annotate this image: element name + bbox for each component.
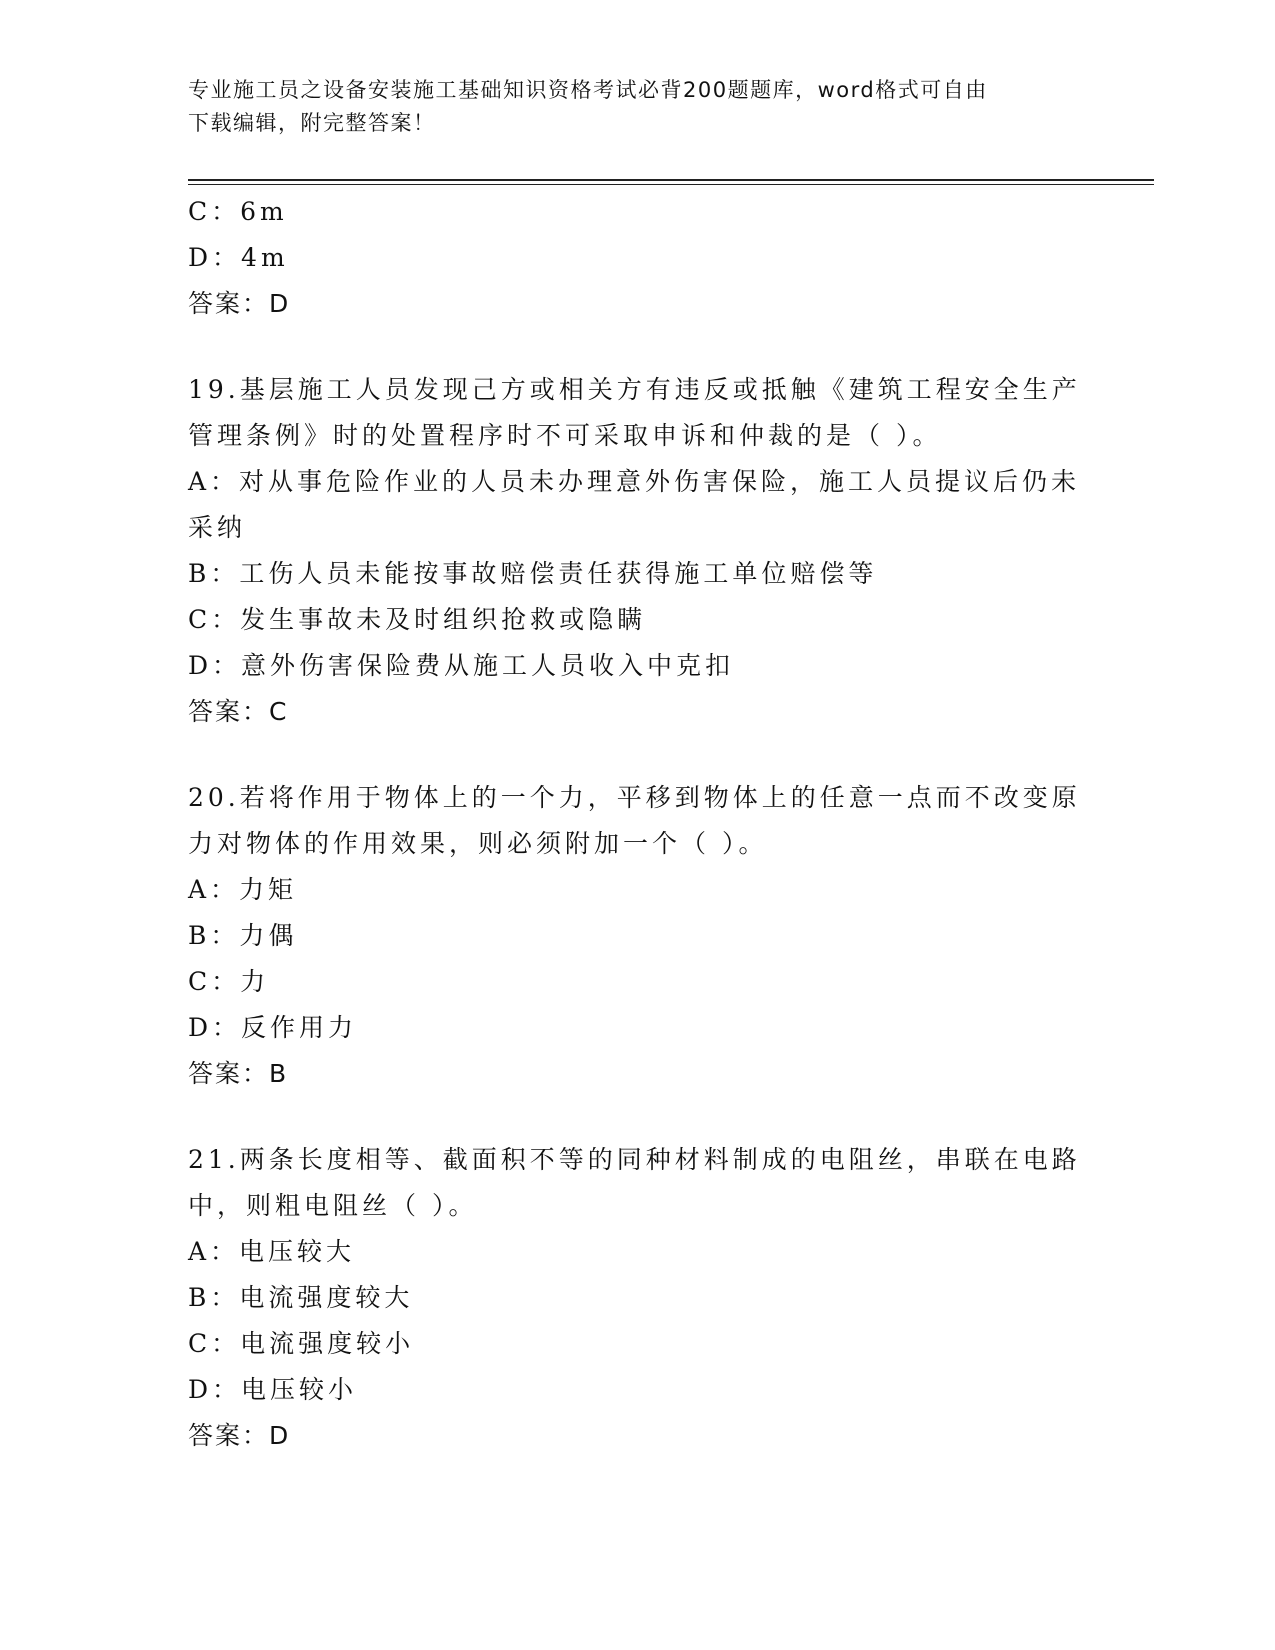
option-a: A：对从事危险作业的人员未办理意外伤害保险，施工人员提议后仍未 (188, 467, 1081, 496)
header-rule-thin (188, 184, 1154, 185)
question-stem-line: 20.若将作用于物体上的一个力，平移到物体上的任意一点而不改变原 (188, 783, 1081, 812)
header-line-1: 专业施工员之设备安装施工基础知识资格考试必背200题题库，word格式可自由 (188, 78, 988, 102)
option-c: C：发生事故未及时组织抢救或隐瞒 (188, 605, 647, 634)
answer-line: 答案：D (188, 289, 291, 318)
option-d: D：4m (188, 243, 289, 272)
option-a-cont: 采纳 (188, 513, 247, 542)
option-d: D：反作用力 (188, 1013, 358, 1042)
question-19 (188, 367, 1088, 735)
option-c: C：力 (188, 967, 270, 996)
question-stem-line: 19.基层施工人员发现己方或相关方有违反或抵触《建筑工程安全生产 (188, 375, 1081, 404)
question-stem-line: 管理条例》时的处置程序时不可采取申诉和仲裁的是（ ）。 (188, 421, 942, 450)
question-stem-line: 21.两条长度相等、截面积不等的同种材料制成的电阻丝，串联在电路 (188, 1145, 1081, 1174)
header-line-2: 下载编辑，附完整答案！ (188, 111, 436, 135)
option-b: B：电流强度较大 (188, 1283, 414, 1312)
answer-line: 答案：C (188, 697, 289, 726)
header-rule-thick (188, 179, 1154, 181)
option-a: A：力矩 (188, 875, 298, 904)
option-d: D：电压较小 (188, 1375, 358, 1404)
option-b: B：力偶 (188, 921, 298, 950)
answer-line: 答案：B (188, 1059, 289, 1088)
option-a: A：电压较大 (188, 1237, 356, 1266)
document-body (188, 189, 1088, 1459)
option-d: D：意外伤害保险费从施工人员收入中克扣 (188, 651, 735, 680)
question-18-tail (188, 189, 1088, 327)
option-c: C：电流强度较小 (188, 1329, 415, 1358)
question-stem-line: 力对物体的作用效果，则必须附加一个（ ）。 (188, 829, 768, 858)
option-b: B：工伤人员未能按事故赔偿责任获得施工单位赔偿等 (188, 559, 878, 588)
document-header (188, 74, 1068, 140)
question-21 (188, 1137, 1088, 1459)
question-20 (188, 775, 1088, 1097)
question-stem-line: 中，则粗电阻丝（ ）。 (188, 1191, 478, 1220)
answer-line: 答案：D (188, 1421, 291, 1450)
option-c: C：6m (188, 197, 288, 226)
